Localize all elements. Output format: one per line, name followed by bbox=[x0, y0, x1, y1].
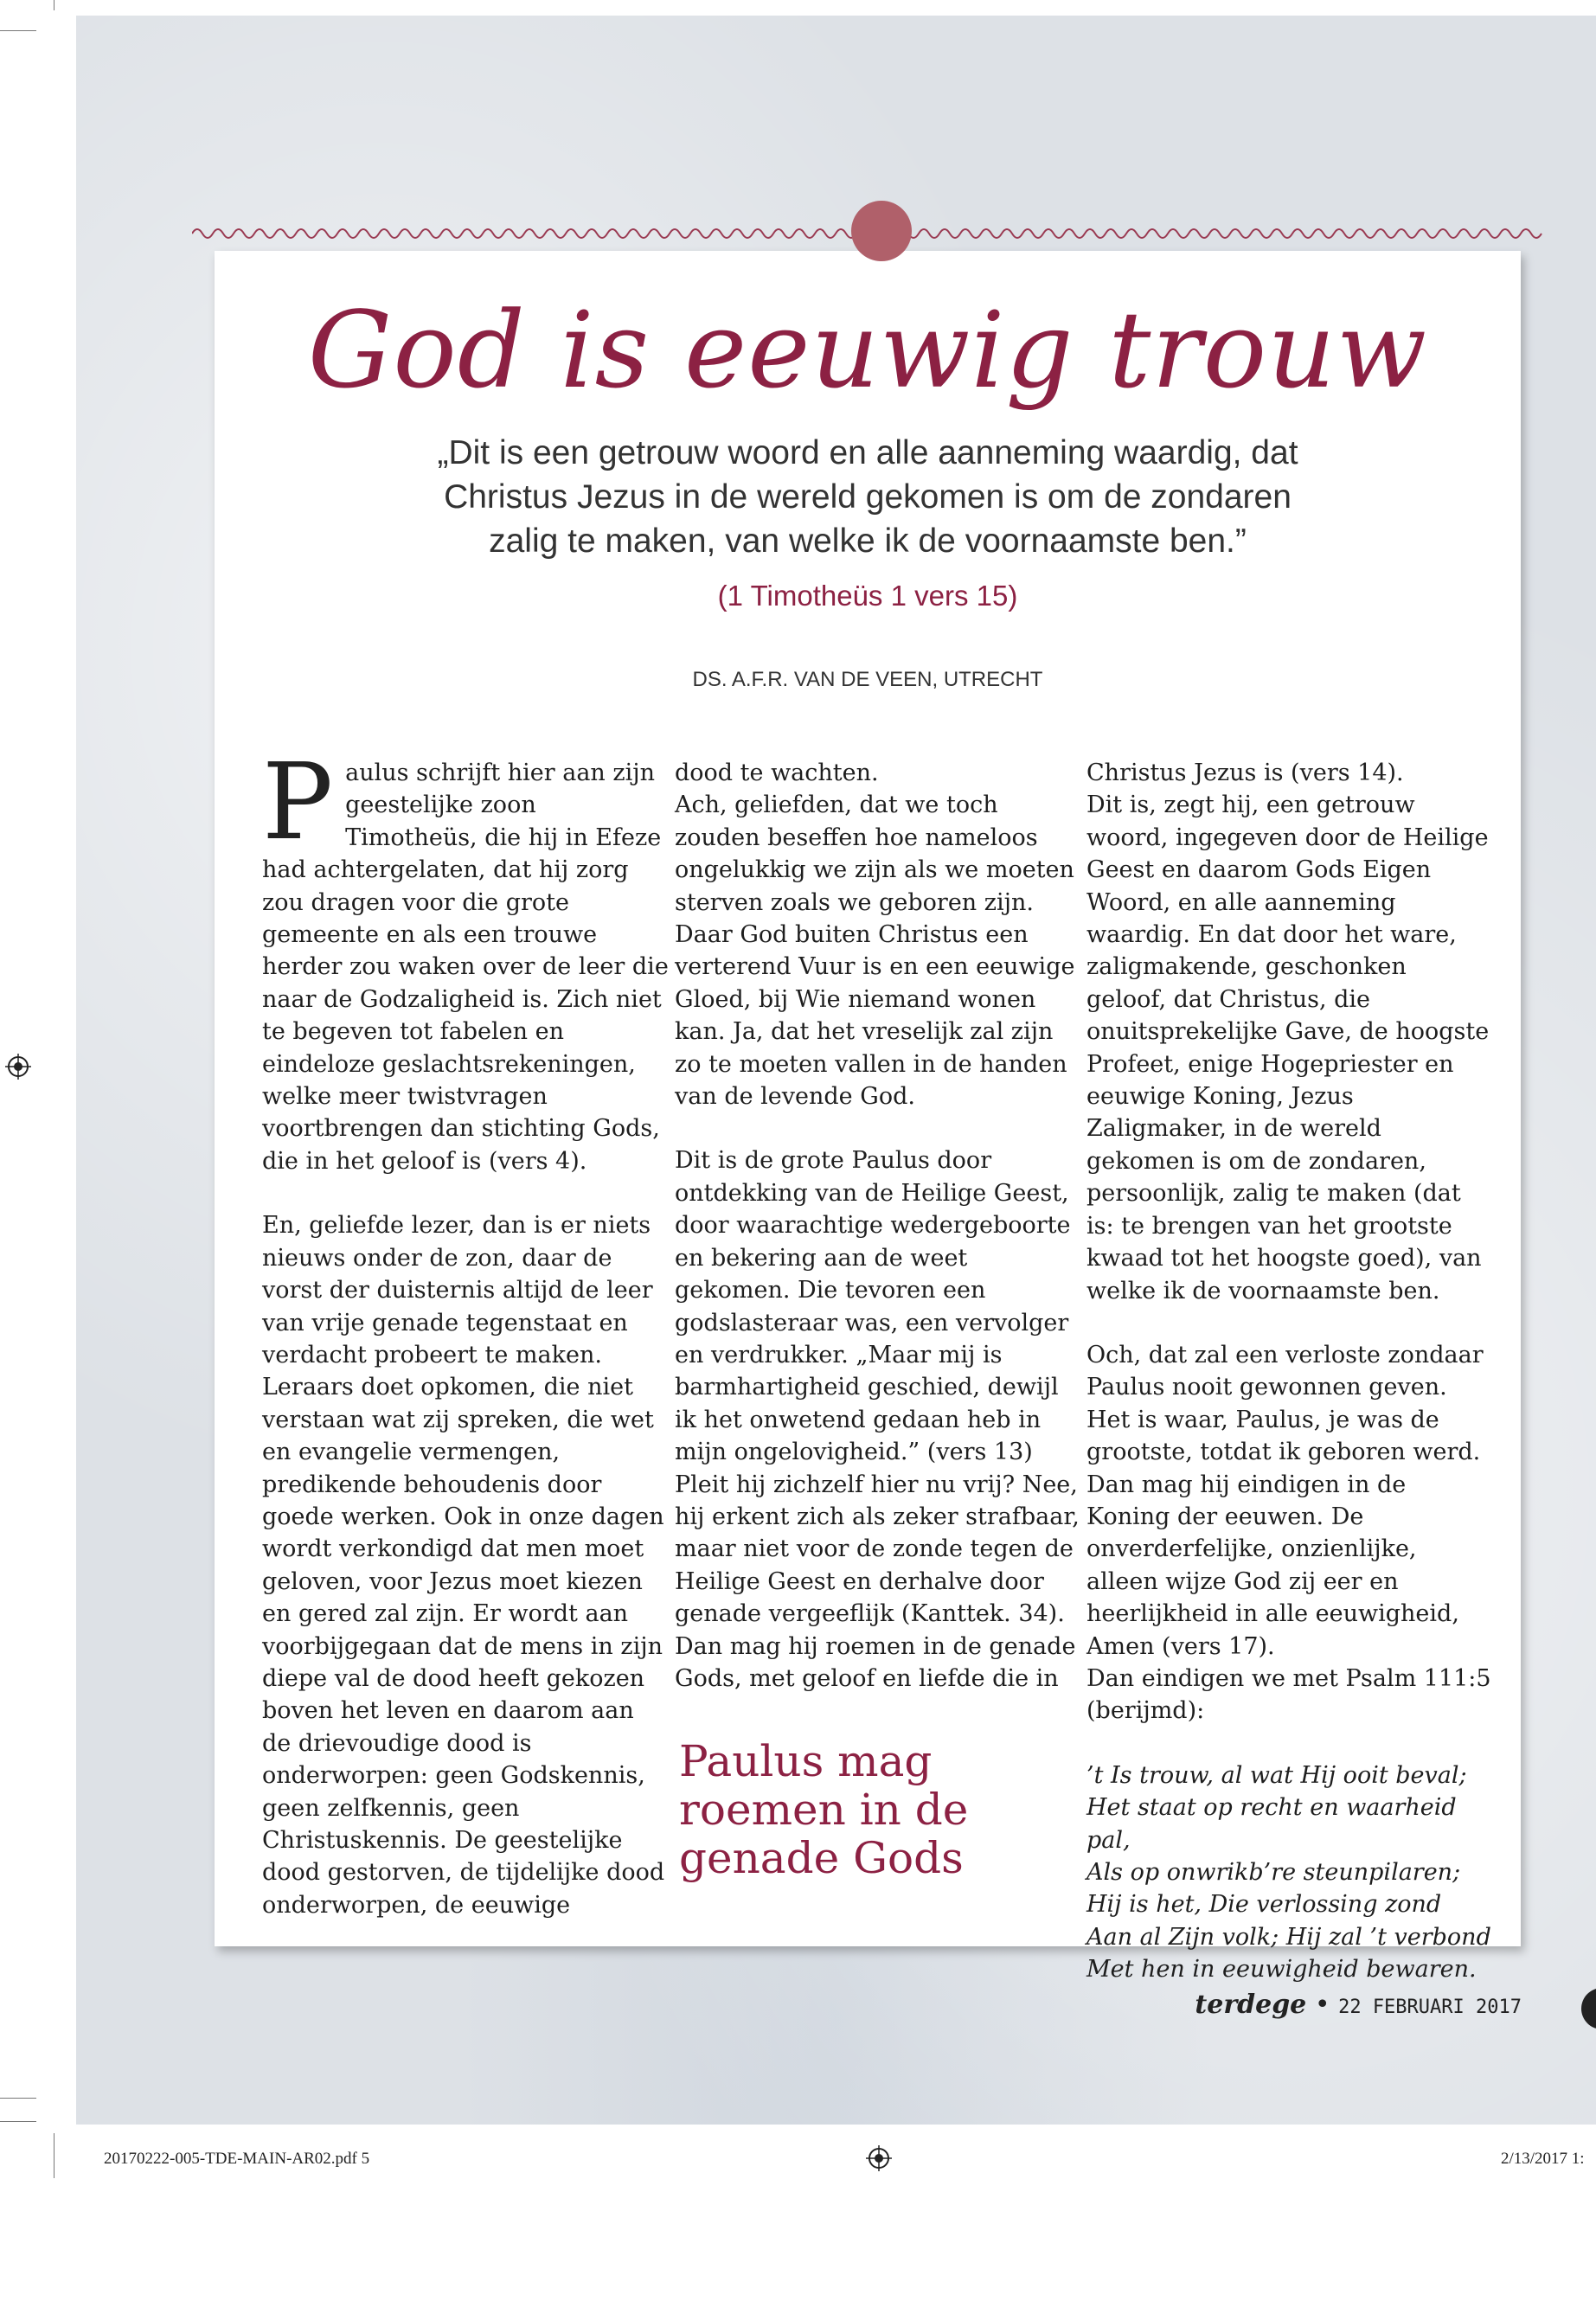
quote-line: Christus Jezus in de wereld gekomen is om de zondaren bbox=[444, 478, 1292, 516]
page-footer bbox=[1195, 1990, 1522, 2020]
text-column-1 bbox=[262, 740, 669, 1921]
poem-line: Hij is het, Die verlossing zond bbox=[1086, 1891, 1442, 1919]
decorative-dot bbox=[851, 201, 912, 261]
quote-line: zalig te maken, van welke ik de voornaamste ben.” bbox=[489, 522, 1247, 560]
registration-mark-icon bbox=[866, 2145, 892, 2171]
pull-quote: Paulus mag roemen in de genade Gods bbox=[679, 1736, 969, 1883]
poem-line: Het staat op recht en waarheid pal, bbox=[1086, 1794, 1457, 1854]
crop-mark bbox=[0, 30, 36, 31]
bible-reference: (1 Timotheüs 1 vers 15) bbox=[717, 580, 1018, 612]
poem-line: ’t Is trouw, al wat Hij ooit beval; bbox=[1086, 1761, 1467, 1789]
poem-line: Aan al Zijn volk; Hij zal ’t verbond bbox=[1086, 1923, 1491, 1951]
print-slug-timestamp: 2/13/2017 1: bbox=[1501, 2150, 1585, 2168]
paragraph-text: aulus schrijft hier aan zijn geestelijke zoon Timotheüs, die hij in Efeze had achtergelaten, dat hij zorg zou dragen voor die grote gemeente en als een trouwe herder zou waken over de leer die naar de Godzaligheid is. Zich niet te begeven tot fabelen en eindeloze geslachtsrekeningen, welke meer twistvragen voortbrengen dan stichting Gods, die in het geloof is (vers 4). bbox=[262, 760, 669, 1175]
magazine-brand: terdege bbox=[1195, 1990, 1307, 2020]
poem-line: Met hen in eeuwigheid bewaren. bbox=[1086, 1956, 1477, 1984]
paragraph: Dan eindigen we met Psalm 111:5 (berijmd): bbox=[1086, 1664, 1491, 1725]
issue-date: 22 FEBRUARI 2017 bbox=[1338, 1997, 1522, 2018]
paragraph: Dit is, zegt hij, een getrouw woord, ingegeven door de Heilige Geest en daarom Gods Eigen Woord, en alle aanneming waardig. En dat door het ware, zaligmakende, geschonken geloof, dat Christus, die onuitsprekelijke Gave, de hoogste Profeet, enige Hogepriester en eeuwige Koning, Jezus Zaligmaker, in de wereld gekomen is om de zondaren, persoonlijk, zalig te maken (dat is: te brengen van het grootste kwaad tot het hoogste goed), van welke ik de voornaamste ben. bbox=[1086, 792, 1490, 1304]
psalm-poem bbox=[1086, 1759, 1493, 1986]
quote-line: „Dit is een getrouw woord en alle aanneming waardig, dat bbox=[437, 434, 1298, 471]
paragraph: Ach, geliefden, dat we toch zouden beseffen hoe nameloos ongelukkig we zijn als we moeten sterven zoals we geboren zijn. Daar God buiten Christus een verterend Vuur is en een eeuwige Gloed, bij Wie niemand wonen kan. Ja, dat het vreselijk zal zijn zo te moeten vallen in de handen van de levende God. bbox=[675, 792, 1075, 1111]
paragraph: Christus Jezus is (vers 14). bbox=[1086, 760, 1404, 786]
crop-mark bbox=[0, 2121, 36, 2122]
text-column-3 bbox=[1086, 757, 1493, 1986]
author-byline: DS. A.F.R. VAN DE VEEN, UTRECHT bbox=[692, 668, 1043, 691]
print-slug-filename: 20170222-005-TDE-MAIN-AR02.pdf 5 bbox=[104, 2150, 370, 2168]
paragraph: dood te wachten. bbox=[675, 760, 879, 786]
registration-mark-icon bbox=[5, 1054, 31, 1080]
crop-mark bbox=[0, 2098, 36, 2099]
poem-line: Als op onwrikb’re steunpilaren; bbox=[1086, 1859, 1461, 1886]
paragraph bbox=[262, 740, 669, 1177]
paragraph: Dit is de grote Paulus door ontdekking van de Heilige Geest, door waarachtige wedergeboorte en bekering aan de weet gekomen. Die tevoren een godslasteraar was, een vervolger en verdrukker. „Maar mij is barmhartigheid geschied, dewijl ik het onwetend gedaan heb in mijn ongelovigheid.” (vers 13) bbox=[675, 1147, 1071, 1466]
text-column-2 bbox=[675, 757, 1081, 1695]
drop-cap: P bbox=[262, 740, 334, 863]
footer-separator: • bbox=[1314, 1990, 1330, 2020]
paragraph: En, geliefde lezer, dan is er niets nieuws onder de zon, daar de vorst der duisternis altijd de leer van vrije genade tegenstaat en verdacht probeert te maken. Leraars doet opkomen, die niet verstaan wat zij spreken, die wet en evangelie vermengen, predikende behoudenis door goede werken. Ook in onze dagen wordt verkondigd dat men moet geloven, voor Jezus moet kiezen en gered zal zijn. Er wordt aan voorbijgegaan dat de mens in zijn diepe val de dood heeft gekozen boven het leven en daarom aan de drievoudige dood is onderworpen: geen Godskennis, geen zelfkennis, geen Christuskennis. De geestelijke dood gestorven, de tijdelijke dood onderworpen, de eeuwige bbox=[262, 1212, 665, 1919]
paragraph: Pleit hij zichzelf hier nu vrij? Nee, hij erkent zich als zeker strafbaar, maar niet voor de zonde tegen de Heilige Geest en derhalve door genade vergeeflijk (Kanttek. 34). Dan mag hij roemen in de genade Gods, met geloof en liefde die in bbox=[675, 1471, 1080, 1692]
bible-quote bbox=[346, 431, 1389, 563]
paragraph: Och, dat zal een verloste zondaar Paulus nooit gewonnen geven. Het is waar, Paulus, je was de grootste, totdat ik geboren werd. Dan mag hij eindigen in de Koning der eeuwen. De onverderfelijke, onzienlijke, alleen wijze God zij eer en heerlijkheid in alle eeuwigheid, Amen (vers 17). bbox=[1086, 1341, 1484, 1660]
article-title: God is eeuwig trouw bbox=[307, 289, 1428, 412]
